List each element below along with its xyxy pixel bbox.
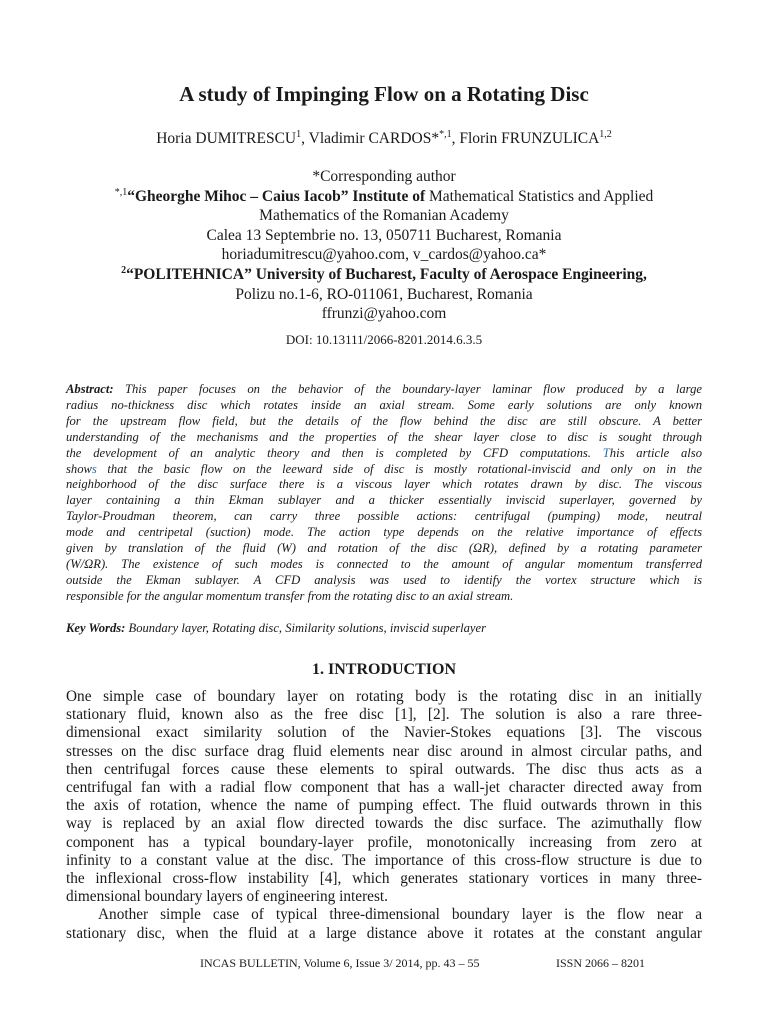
abstract-line: neighborhood of the disc surface there is a viscous layer which rotates drawn by disc. The viscous	[66, 477, 702, 492]
keywords	[66, 621, 702, 636]
author-name: Florin FRUNZULICA	[459, 130, 600, 147]
body-line: centrifugal fan with a radial flow component that has a wall-jet character directed away from	[66, 779, 702, 797]
doi-text: DOI: 10.13111/2066-8201.2014.6.3.5	[285, 332, 483, 347]
abstract-line: for the upstream flow field, but the details of the flow behind the disc are still obscure. A better	[66, 413, 702, 428]
abstract-line	[66, 446, 702, 462]
section-heading: 1. INTRODUCTION	[311, 661, 456, 678]
institute-name-line2: Mathematics of the Romanian Academy	[259, 207, 509, 225]
abstract-highlight: s	[91, 461, 97, 476]
abstract-line: radius no-thickness disc which rotates inside an axial stream. Some early solutions are only known	[66, 397, 702, 412]
affiliation-1	[60, 187, 708, 207]
author-name: Vladimir CARDOS*	[308, 130, 440, 147]
institute-name: “Gheorghe Mihoc – Caius Iacob” Institute of	[127, 187, 426, 205]
keywords-text: Boundary layer, Rotating disc, Similarity solutions, inviscid superlayer	[125, 621, 486, 635]
affiliation-1-address: Calea 13 Septembrie no. 13, 050711 Bucharest, Romania	[206, 226, 562, 244]
affiliation-mark: 2	[121, 264, 127, 276]
affiliation-2-address: Polizu no.1-6, RO-011061, Bucharest, Romania	[235, 285, 533, 303]
body-line: the axis of rotation, whence the name of pumping effect. The fluid outwards thrown in this	[66, 797, 702, 815]
body-line: Another simple case of typical three-dimensional boundary layer is the flow near a	[98, 906, 702, 924]
abstract-highlight: T	[602, 445, 610, 460]
affiliation-block	[60, 167, 708, 324]
introduction-text	[66, 688, 702, 943]
body-line: the inflexional cross-flow instability [4], which generates stationary vortices in many three-	[66, 870, 702, 888]
abstract-line	[66, 382, 702, 398]
affiliation-2-email: ffrunzi@yahoo.com	[321, 305, 447, 323]
paper-title: A study of Impinging Flow on a Rotating Disc	[179, 82, 589, 106]
abstract-label: Abstract:	[66, 382, 114, 396]
body-line: dimensional boundary layers of engineering interest.	[66, 888, 388, 906]
body-line: component has a typical boundary-layer profile, monotonically increasing from zero at	[66, 833, 702, 851]
body-line: infinity to a constant value at the disc. The importance of this cross-flow structure is due to	[66, 851, 702, 869]
journal-citation: INCAS BULLETIN, Volume 6, Issue 3/ 2014, pp. 43 – 55	[200, 956, 480, 970]
affiliation-2	[60, 265, 708, 285]
abstract-line: layer containing a thin Ekman sublayer and a thicker essentially inviscid superlayer, governed by	[66, 493, 702, 508]
author-list	[0, 130, 768, 148]
keywords-label: Key Words:	[66, 621, 126, 635]
abstract-line: outside the Ekman sublayer. A CFD analysis was used to identify the vortex structure which is	[66, 572, 702, 587]
affiliation-mark: *,1	[114, 186, 128, 198]
abstract-line: mode and centripetal (suction) mode. The action type depends on the relative importance of effects	[66, 525, 702, 540]
institute-name-rest: Mathematical Statistics and Applied	[425, 187, 654, 205]
body-line: dimensional exact similarity solution of the Navier-Stokes equations [3]. The viscous	[66, 724, 702, 742]
body-line: stationary disc, when the fluid at a large distance above it rotates at the constant angular	[66, 924, 702, 942]
abstract-text: his article also	[609, 445, 703, 460]
abstract-line: given by translation of the fluid (W) and rotation of the disc (ΩR), defined by a rotating parameter	[66, 541, 702, 556]
abstract-line: (W/ΩR). The existence of such modes is connected to the amount of angular momentum transferred	[66, 556, 702, 571]
abstract-line: Taylor-Proudman theorem, can carry three possible actions: centrifugal (pumping) mode, neutral	[66, 509, 702, 524]
body-line: way is replaced by an axial flow directed towards the disc surface. The azimuthally flow	[66, 815, 702, 833]
body-line: stationary fluid, known also as the free disc [1], [2]. The solution is also a rare three-	[66, 706, 702, 724]
abstract-line: responsible for the angular momentum transfer from the rotating disc to an axial stream.	[66, 588, 514, 603]
abstract-line: understanding of the mechanisms and the properties of the shear layer close to disc is sought through	[66, 429, 702, 444]
abstract	[66, 382, 702, 605]
author-affiliation-mark: *,1	[439, 128, 452, 140]
issn-text: ISSN 2066 – 8201	[556, 956, 646, 970]
author-affiliation-mark: 1,2	[599, 128, 612, 140]
author-affiliation-mark: 1	[296, 128, 302, 140]
corresponding-author-note: *Corresponding author	[312, 168, 456, 185]
abstract-text: This paper focuses on the behavior of the boundary-layer laminar flow produced by a large	[113, 382, 702, 396]
abstract-text: the development of an analytic theory and then is completed by CFD computations.	[66, 445, 591, 460]
abstract-line	[66, 462, 702, 478]
abstract-text: that the basic flow on the leeward side of disc is mostly rotational-inviscid and only on in the	[96, 461, 702, 476]
author-name: Horia DUMITRESCU	[156, 130, 297, 147]
affiliation-1-emails: horiadumitrescu@yahoo.com, v_cardos@yahoo.ca*	[221, 246, 547, 264]
body-line: then centrifugal forces cause these elements to spiral outwards. The disc thus acts as a	[66, 760, 702, 778]
body-line: One simple case of boundary layer on rotating body is the rotating disc in an initially	[66, 688, 702, 705]
university-name: “POLITEHNICA” University of Bucharest, Faculty of Aerospace Engineering,	[126, 265, 647, 283]
body-line: stresses on the disc surface drag fluid elements near disc around in almost circular paths, and	[66, 742, 702, 760]
author-separator: ,	[301, 130, 309, 147]
author-separator: ,	[451, 130, 460, 147]
abstract-text: show	[66, 461, 92, 476]
